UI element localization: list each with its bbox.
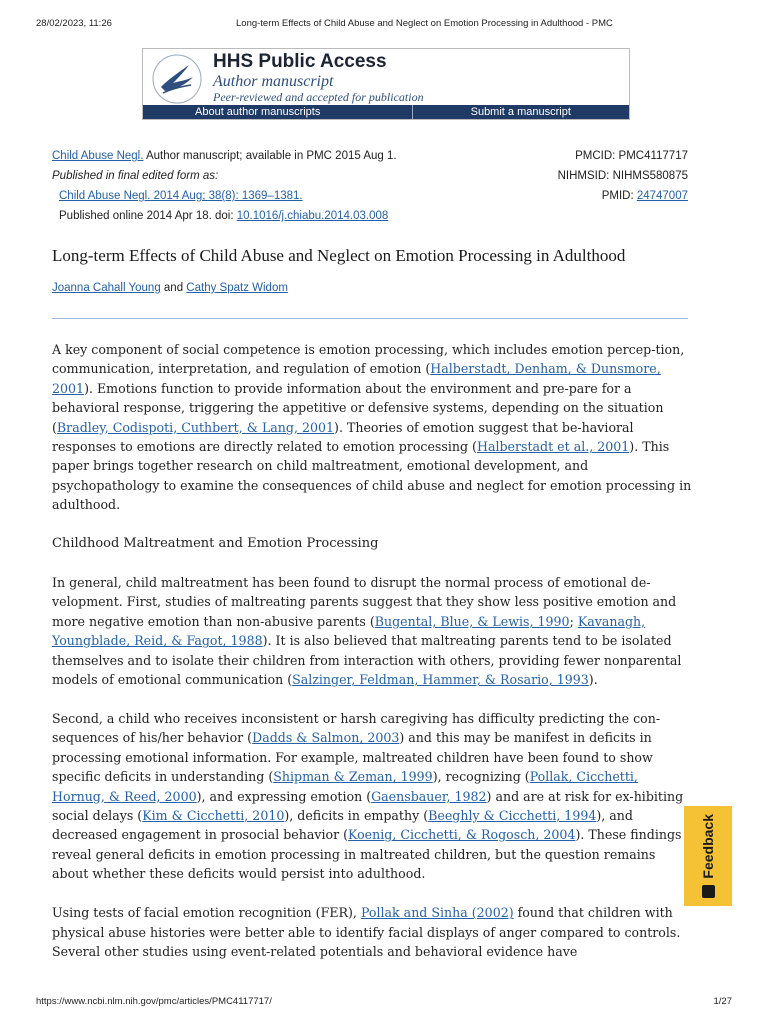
banner-button-bar (143, 105, 629, 119)
author-separator: and (160, 282, 187, 294)
citation-ref-link[interactable]: Kavanagh, Youngblade, Reid, & Fagot, 1988 (52, 613, 646, 649)
paragraph-text: In general, child maltreatment has been found to disrupt the normal process of emotional de-velopment. First, studies of maltreating parents suggest that they show less positive emotion and more negative emotion than non-abusive parents ( (52, 575, 677, 629)
citation-link[interactable]: Child Abuse Negl. 2014 Aug; 38(8): 1369–1381. (59, 190, 303, 202)
published-final-label: Published in final edited form as: (52, 170, 219, 182)
print-page-number: 1/27 (713, 996, 732, 1007)
paragraph-text: ). It is also believed that maltreating parents tend to be isolated themselves and to isolate their children from interaction with others, providing fewer nonparental models of emotional communication ( (52, 633, 682, 688)
banner-subtitle: Author manuscript (213, 73, 334, 90)
paragraph-text: found that children with physical abuse histories were better able to identify facial displays of anger compared to controls. Several other studies using event-related potentials and behavioral evidence have (52, 905, 681, 959)
published-online-text: Published online 2014 Apr 18. doi: (59, 210, 237, 222)
paragraph (52, 340, 692, 515)
paragraph-text: ) and this may be manifest in deficits in processing emotional information. For example, maltreated children have been found to show specific deficits in understanding ( (52, 730, 653, 785)
paragraph-text: ), and decreased engagement in prosocial behavior ( (52, 808, 633, 843)
print-url: https://www.ncbi.nlm.nih.gov/pmc/articles/PMC4117717/ (36, 996, 272, 1007)
paragraph-text: Second, a child who receives inconsistent or harsh caregiving has difficulty predicting the con-sequences of his/her behavior ( (52, 711, 661, 746)
print-page-title: Long-term Effects of Child Abuse and Neglect on Emotion Processing in Adulthood - PMC (236, 18, 613, 29)
citation-ref-link[interactable]: Pollak, Cicchetti, Hornug, & Reed, 2000 (52, 769, 638, 804)
paragraph-text: ), recognizing ( (432, 769, 530, 785)
author-list (52, 282, 288, 294)
banner-title: HHS Public Access (213, 51, 387, 72)
citation-ref-link[interactable]: Shipman & Zeman, 1999 (273, 769, 433, 785)
paragraph-text: ; (569, 613, 578, 629)
paragraph (52, 573, 692, 689)
citation-ref-link[interactable]: Dadds & Salmon, 2003 (252, 730, 400, 746)
title-divider (52, 318, 688, 319)
paragraph-text: ). (588, 672, 598, 688)
citation-ref-link[interactable]: Halberstadt, Denham, & Dunsmore, 2001 (52, 361, 661, 396)
paragraph (52, 709, 692, 884)
paragraph-text: ). Emotions function to provide information about the environment and pre-pare for a behavioral response, triggering the appetitive or defensive systems, depending on the situation ( (52, 380, 664, 435)
paragraph-text: ), and expressing emotion ( (196, 788, 372, 804)
citation-ref-link[interactable]: Salzinger, Feldman, Hammer, & Rosario, 1993 (292, 672, 589, 688)
journal-link[interactable]: Child Abuse Negl. (52, 150, 144, 162)
paragraph-text: ). These findings reveal general deficits in emotion processing in maltreated children, but the question remains about whether these deficits would persist into adulthood. (52, 827, 682, 882)
availability-text: Author manuscript; available in PMC 2015 Aug 1. (143, 150, 397, 162)
citation-ref-link[interactable]: Pollak and Sinha (2002) (360, 905, 514, 921)
print-datetime: 28/02/2023, 11:26 (36, 18, 112, 29)
citation-ref-link[interactable]: Koenig, Cicchetti, & Rogosch, 2004 (348, 827, 576, 843)
paragraph-text: ) and are at risk for ex-hibiting social delays ( (52, 788, 684, 824)
paragraph (52, 903, 692, 961)
author-link-young[interactable]: Joanna Cahall Young (52, 282, 161, 294)
banner-tagline: Peer-reviewed and accepted for publication (213, 90, 424, 104)
pmcid: PMCID: PMC4117717 (575, 150, 688, 162)
paragraph-text: A key component of social competence is emotion processing, which includes emotion percep-tion, communication, interpretation, and regulation of emotion ( (52, 342, 685, 377)
feedback-label: Feedback (700, 814, 716, 879)
citation-ref-link[interactable]: Beeghly & Cicchetti, 1994 (428, 808, 597, 824)
doi-link[interactable]: 10.1016/j.chiabu.2014.03.008 (236, 210, 389, 222)
pmid-link[interactable]: 24747007 (636, 190, 688, 202)
citation-ref-link[interactable]: Halberstadt et al., 2001 (476, 439, 630, 455)
hhs-public-access-banner (142, 48, 630, 120)
article-body (52, 340, 692, 981)
citation-ref-link[interactable]: Kim & Cicchetti, 2010 (142, 808, 285, 824)
paragraph-text: ). This paper brings together research on child maltreatment, emotional development, and psychopathology to examine the consequences of child abuse and neglect for emotion processing in adulthood. (52, 439, 692, 513)
paragraph-text: Using tests of facial emotion recognition (FER), (52, 905, 361, 921)
section-heading: Childhood Maltreatment and Emotion Processing (52, 536, 379, 552)
citation-ref-link[interactable]: Bugental, Blue, & Lewis, 1990 (374, 613, 570, 629)
citation-ref-link[interactable]: Bradley, Codispoti, Cuthbert, & Lang, 2001 (56, 419, 335, 435)
nihmsid: NIHMSID: NIHMS580875 (557, 170, 688, 182)
feedback-button[interactable] (684, 806, 732, 906)
submit-manuscript-button[interactable]: Submit a manuscript (470, 106, 571, 118)
citation-ref-link[interactable]: Gaensbauer, 1982 (371, 788, 487, 804)
author-link-widom[interactable]: Cathy Spatz Widom (186, 282, 288, 294)
pmid-label: PMID: (601, 190, 637, 202)
paragraph-text: ). Theories of emotion suggest that be-havioral responses to emotions are directly related to emotion processing ( (52, 419, 634, 455)
article-title: Long-term Effects of Child Abuse and Neglect on Emotion Processing in Adulthood (52, 246, 626, 265)
feedback-icon (702, 885, 715, 898)
about-author-manuscripts-button[interactable]: About author manuscripts (143, 105, 413, 119)
hhs-eagle-logo-icon (149, 53, 205, 105)
paragraph-text: ), deficits in empathy ( (284, 808, 429, 824)
